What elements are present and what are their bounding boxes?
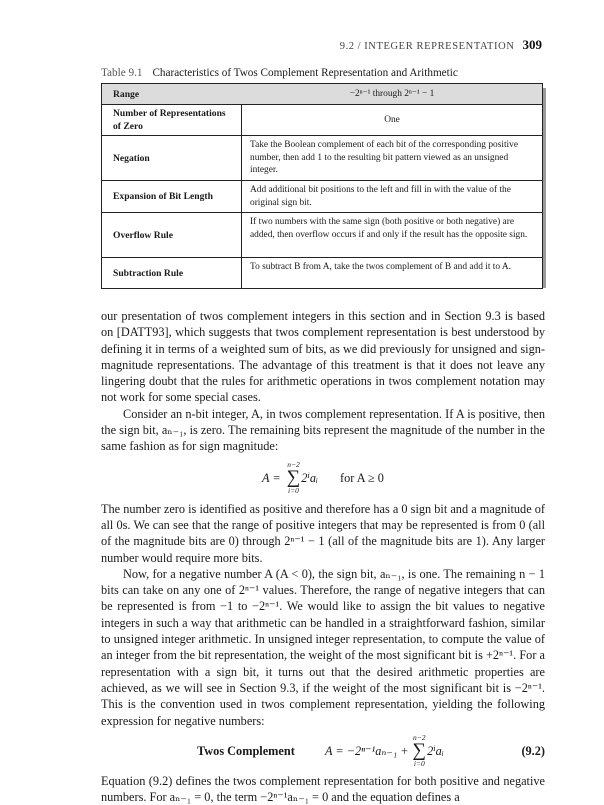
equation-twos-complement [101, 729, 545, 773]
page-number: 309 [522, 37, 542, 52]
running-header [340, 37, 542, 53]
section-title: INTEGER REPRESENTATION [364, 41, 515, 52]
sigma-icon: ∑ [412, 740, 427, 762]
paragraph: Now, for a negative number A (A < 0), the sign bit, aₙ₋₁, is one. The remaining n − 1 bits can take on any one of 2ⁿ⁻¹ values. Therefore, the range of negative integers that can be represented is from −1 to −2ⁿ⁻¹. We would like to assign the bit values to negative integers in such a way that arithmetic can be handled in a straightforward fashion, similar to unsigned integer arithmetic. In unsigned integer representation, to compute the value of an integer from the bit representation, the weight of the most significant bit is +2ⁿ⁻¹. For a representation with a sign bit, it turns out that the desired arithmetic properties are achieved, as we will see in Section 9.3, if the weight of the most significant bit is −2ⁿ⁻¹. This is the convention used in twos complement representation, yielding the following expression for negative numbers: [101, 566, 545, 728]
table-label: Table 9.1 [101, 67, 143, 79]
sum-lower-limit: i=0 [413, 759, 425, 769]
sum-upper-limit: n−2 [287, 460, 300, 470]
row-value: If two numbers with the same sign (both positive or both negative) are added, then overflow occurs if and only if the result has the opposite sign. [250, 217, 528, 240]
summation [287, 460, 301, 495]
equation-positive [101, 455, 545, 501]
header-separator: / [357, 41, 362, 52]
row-key: Subtraction Rule [102, 258, 242, 288]
sigma-icon: ∑ [286, 467, 301, 489]
equation-lhs: A = −2ⁿ⁻¹aₙ₋₁ + [325, 743, 409, 758]
row-key: Negation [102, 136, 242, 180]
equation-term: 2ⁱaᵢ [301, 470, 318, 485]
paragraph: Consider an n-bit integer, A, in twos complement representation. If A is positive, then the sign bit, aₙ₋₁, is zero. The remaining bits represent the magnitude of the number in the same fashion as for sign magnitude: [101, 406, 545, 454]
characteristics-table [101, 83, 543, 289]
equation-number: (9.2) [521, 743, 545, 758]
equation-name: Twos Complement [197, 743, 295, 758]
table-row [102, 136, 542, 181]
row-key: Expansion of Bit Length [102, 181, 242, 212]
row-key: Overflow Rule [102, 213, 242, 257]
table-row [102, 181, 542, 213]
row-value: One [384, 114, 400, 125]
table-row [102, 213, 542, 258]
row-value: To subtract B from A, take the twos complement of B and add it to A. [250, 262, 512, 272]
sum-lower-limit: i=0 [288, 486, 299, 496]
table-caption [101, 67, 458, 79]
table-row [102, 105, 542, 136]
paragraph: our presentation of twos complement integers in this section and in Section 9.3 is based on [DATT93], which suggests that twos complement representation is best understood by defining it in terms of a weighted sum of bits, as we did previously for unsigned and sign-magnitude representations. The advantage of this treatment is that it does not leave any lingering doubt that the rules for arithmetic operations in twos complement notation may not work for some special cases. [101, 309, 545, 405]
table-row [102, 258, 542, 288]
sum-upper-limit: n−2 [413, 733, 426, 743]
row-value: Take the Boolean complement of each bit of the corresponding positive number, then add 1 to the resulting bit pattern viewed as an unsigned integer. [250, 140, 519, 175]
paragraph: The number zero is identified as positive and therefore has a 0 sign bit and a magnitude of all 0s. We can see that the range of positive integers that may be represented is from 0 (all of the magnitude bits are 0) through 2ⁿ⁻¹ − 1 (all of the magnitude bits are 1). Any larger number would require more bits. [101, 501, 545, 565]
table-row [102, 84, 542, 105]
row-value: −2ⁿ⁻¹ through 2ⁿ⁻¹ − 1 [349, 88, 435, 99]
section-number: 9.2 [339, 41, 355, 52]
row-key: Range [113, 88, 140, 100]
equation-lhs: A = [262, 470, 281, 485]
row-value: Add additional bit positions to the left and fill in with the value of the original sign bit. [250, 185, 511, 208]
paragraph: Equation (9.2) defines the twos complement representation for both positive and negative numbers. For aₙ₋₁ = 0, the term −2ⁿ⁻¹aₙ₋₁ = 0 and the equation defines a [101, 773, 545, 805]
equation-term: 2ⁱaᵢ [427, 743, 444, 758]
row-key: Number of Representations of Zero [102, 105, 242, 135]
summation [413, 733, 427, 768]
body-text [101, 308, 545, 805]
table-caption-text: Characteristics of Twos Complement Representation and Arithmetic [152, 67, 458, 79]
equation-condition: for A ≥ 0 [339, 470, 384, 485]
